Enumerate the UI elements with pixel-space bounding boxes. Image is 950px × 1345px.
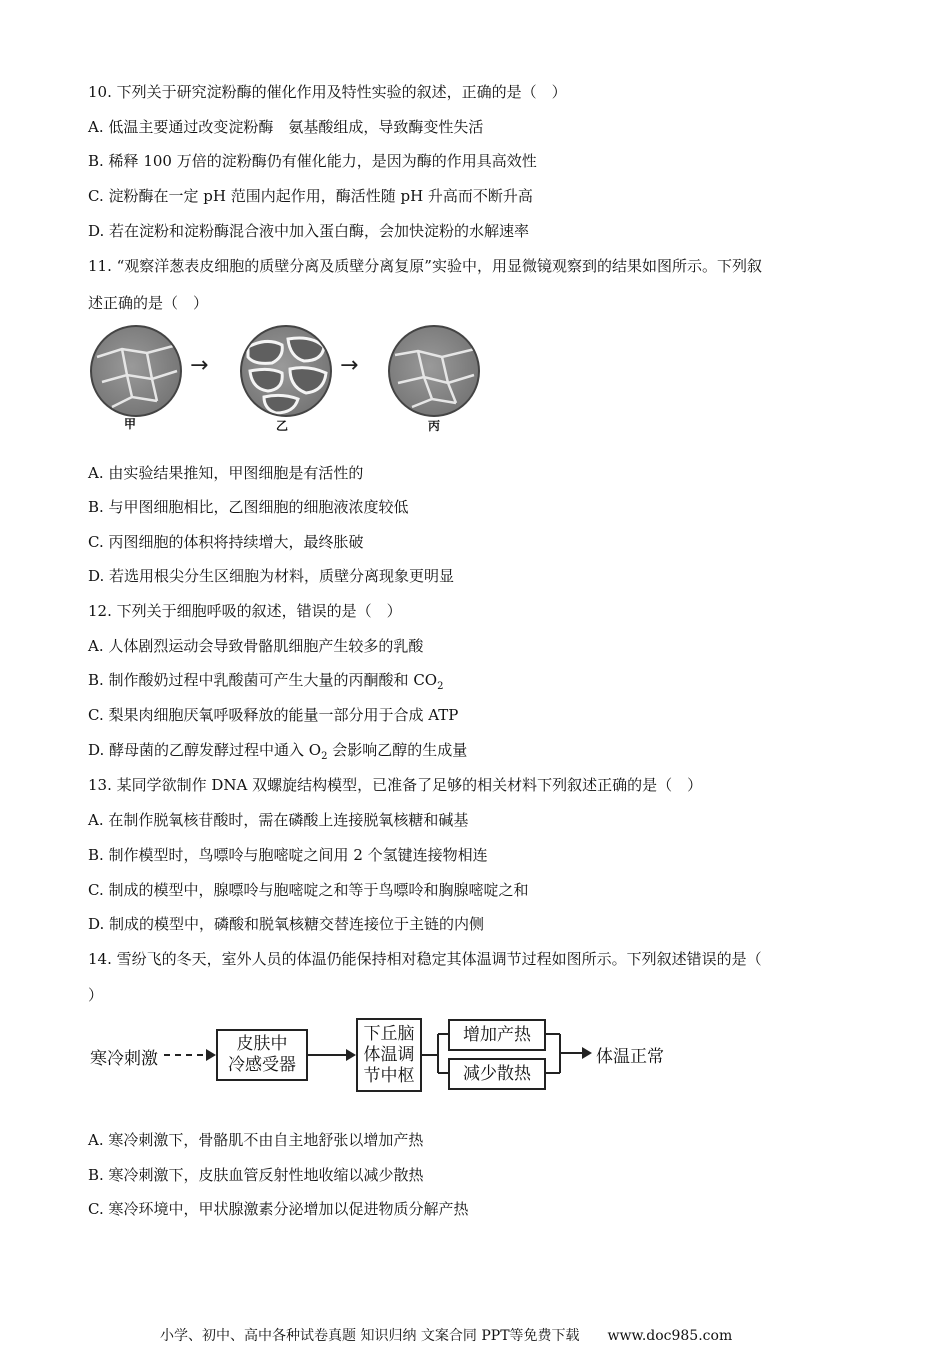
q14-stem-line2: ） [88,986,104,1004]
q12-option-d [88,740,467,767]
q14-option-c: C. 寒冷环境中，甲状腺激素分泌增加以促进物质分解产热 [88,1200,469,1218]
q11-option-c: C. 丙图细胞的体积将持续增大，最终胀破 [88,533,364,551]
label-jia: 甲 [124,417,137,431]
q11-option-d: D. 若选用根尖分生区细胞为材料，质壁分离现象更明显 [88,567,455,585]
q10-option-a: A. 低温主要通过改变淀粉酶 氨基酸组成，导致酶变性失活 [88,118,484,136]
q13-option-d: D. 制成的模型中，磷酸和脱氧核糖交替连接位于主链的内侧 [88,915,485,933]
increase-heat-box: 增加产热 [448,1019,546,1051]
q11-microscope-figure [88,325,488,435]
receptor-line2: 冷感受器 [228,1055,296,1075]
reduce-heat-loss-box: 减少散热 [448,1058,546,1090]
subscript: 2 [321,751,328,762]
q10-stem: 10. 下列关于研究淀粉酶的催化作用及特性实验的叙述，正确的是（ ） [88,83,567,101]
flow-result: 体温正常 [596,1047,664,1067]
label-bing: 丙 [428,419,441,433]
q13-option-b: B. 制作模型时，鸟嘌呤与胞嘧啶之间用 2 个氢键连接物相连 [88,846,488,864]
center-line1: 下丘脑 [363,1023,415,1044]
cell-image-jia [90,325,182,417]
receptor-line1: 皮肤中 [236,1034,288,1054]
q12-option-b-text: B. 制作酸奶过程中乳酸菌可产生大量的丙酮酸和 CO [88,671,438,689]
q10-option-d: D. 若在淀粉和淀粉酶混合液中加入蛋白酶，会加快淀粉的水解速率 [88,222,530,240]
q12-option-b [88,670,443,697]
center-line2: 体温调 [363,1044,415,1065]
q13-option-a: A. 在制作脱氧核苷酸时，需在磷酸上连接脱氧核糖和碱基 [88,811,469,829]
q11-stem-line1: 11. “观察洋葱表皮细胞的质壁分离及质壁分离复原”实验中，用显微镜观察到的结果如图所示。下列叙 [88,257,762,275]
q10-option-b: B. 稀释 100 万倍的淀粉酶仍有催化能力，是因为酶的作用具高效性 [88,152,537,170]
q14-option-b: B. 寒冷刺激下，皮肤血管反射性地收缩以减少散热 [88,1166,424,1184]
hypothalamus-center-box [356,1018,422,1092]
q12-option-d-text-end: 会影响乙醇的生成量 [327,741,468,759]
q12-option-a: A. 人体剧烈运动会导致骨骼肌细胞产生较多的乳酸 [88,637,424,655]
subscript: 2 [437,681,444,692]
q11-option-a: A. 由实验结果推知，甲图细胞是有活性的 [88,464,364,482]
q11-option-b: B. 与甲图细胞相比，乙图细胞的细胞液浓度较低 [88,498,409,516]
flow-stimulus: 寒冷刺激 [90,1049,158,1069]
q14-flow-diagram [88,1015,708,1095]
q12-stem: 12. 下列关于细胞呼吸的叙述，错误的是（ ） [88,602,402,620]
q10-option-c: C. 淀粉酶在一定 pH 范围内起作用，酶活性随 pH 升高而不断升高 [88,187,533,205]
q13-option-c: C. 制成的模型中，腺嘌呤与胞嘧啶之和等于鸟嘌呤和胸腺嘧啶之和 [88,881,529,899]
q14-stem-line1: 14. 雪纷飞的冬天，室外人员的体温仍能保持相对稳定其体温调节过程如图所示。下列叙述错误的是（ [88,950,762,968]
arrow-right-icon: → [340,353,359,378]
q13-stem: 13. 某同学欲制作 DNA 双螺旋结构模型，已准备了足够的相关材料下列叙述正确的是（ ） [88,776,703,794]
q14-option-a: A. 寒冷刺激下，骨骼肌不由自主地舒张以增加产热 [88,1131,424,1149]
cell-image-yi [240,325,332,417]
skin-cold-receptor-box [216,1029,308,1081]
center-line3: 节中枢 [363,1065,415,1086]
cell-image-bing [388,325,480,417]
arrow-right-icon: → [190,353,209,378]
q11-stem-line2: 述正确的是（ ） [88,294,209,312]
q12-option-c: C. 梨果肉细胞厌氧呼吸释放的能量一部分用于合成 ATP [88,706,459,724]
label-yi: 乙 [276,419,289,433]
page-footer: 小学、初中、高中各种试卷真题 知识归纳 文案合同 PPT等免费下载 www.doc985.com [160,1328,733,1344]
q12-option-d-text: D. 酵母菌的乙醇发酵过程中通入 O [88,741,322,759]
